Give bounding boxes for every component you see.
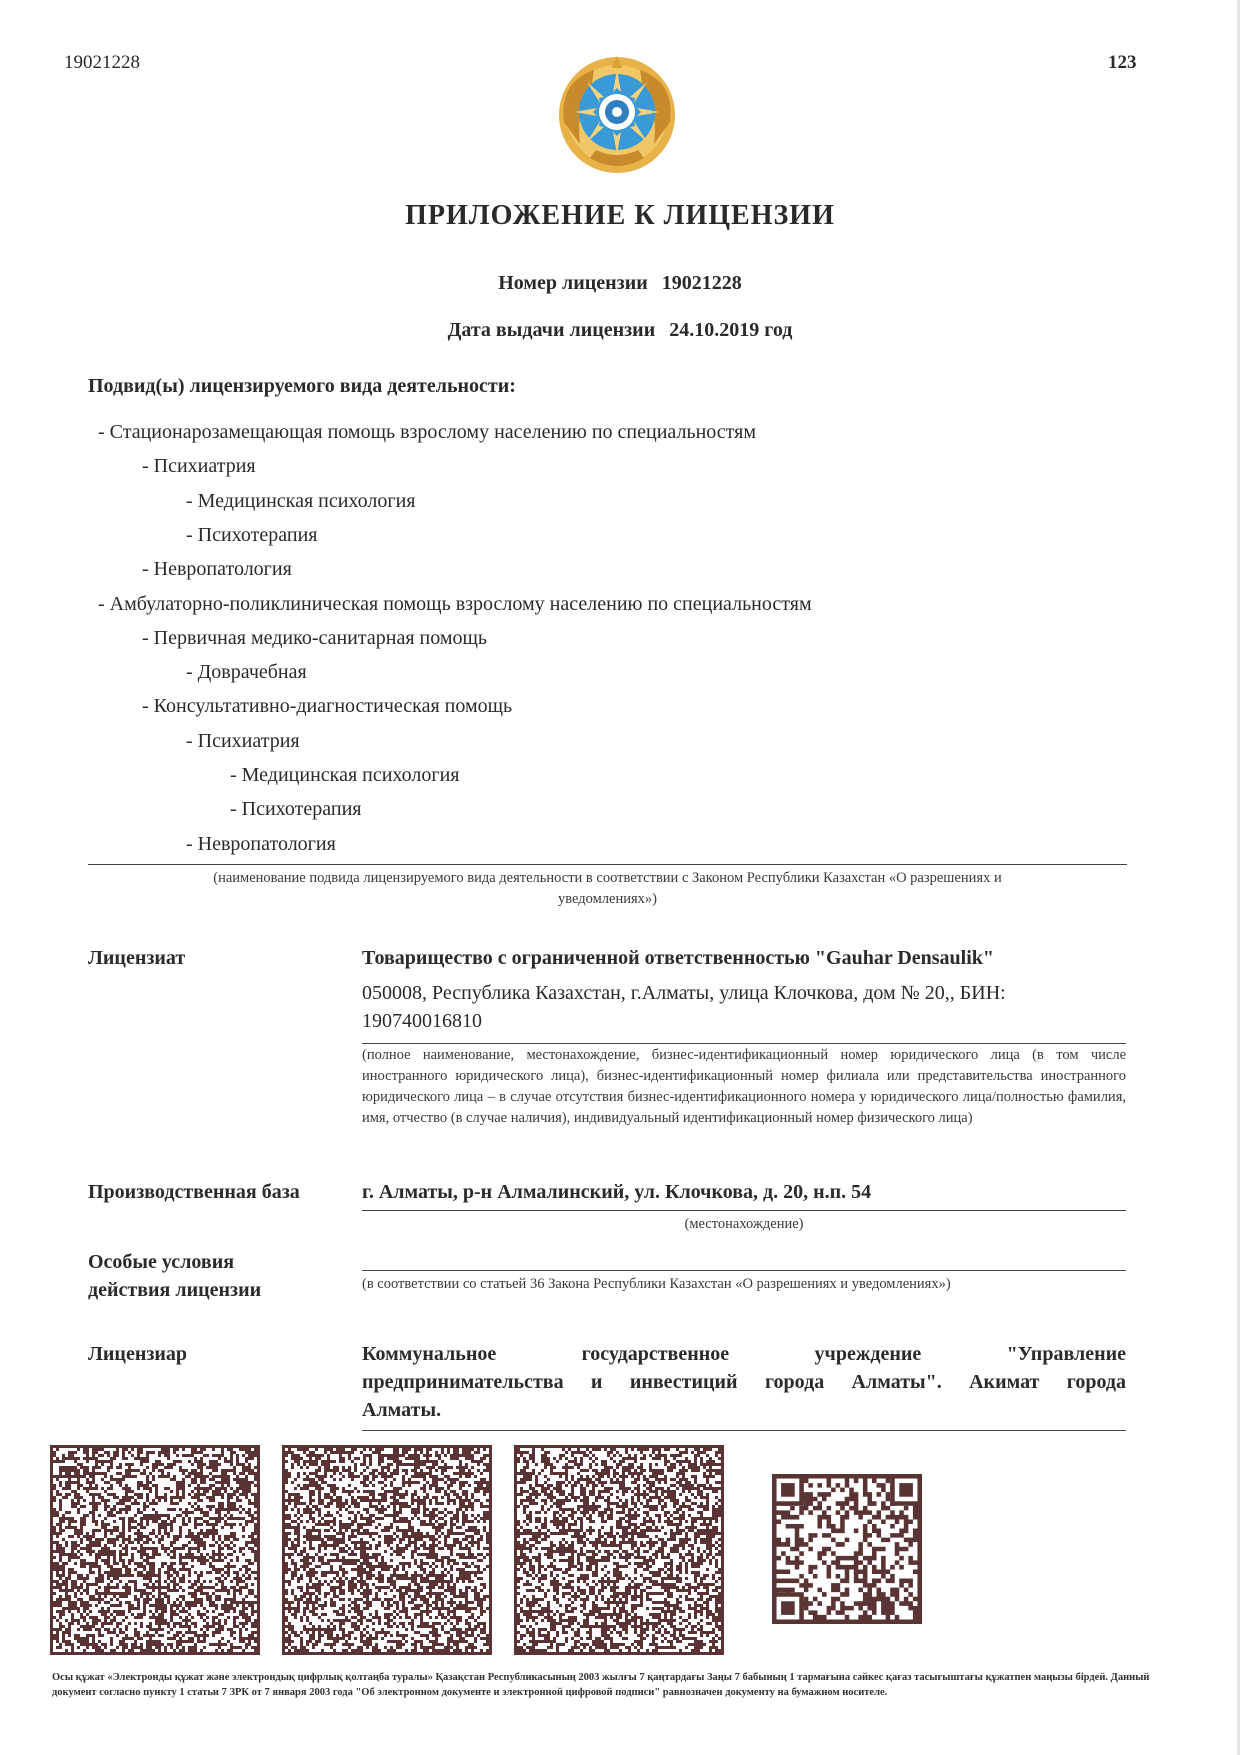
subtypes-caption-line2: уведомлениях») (558, 891, 657, 907)
licensee-label: Лицензиат (88, 947, 186, 969)
subtype-item: - Консультативно-диагностическая помощь (142, 695, 513, 718)
verification-qr-code (772, 1474, 922, 1624)
special-conditions-label-line1: Особые условия (88, 1251, 235, 1273)
licensor-line3: Алматы. (362, 1399, 442, 1421)
subtype-item: - Психиатрия (186, 729, 300, 752)
licensee-address: 050008, Республика Казахстан, г.Алматы, улица Клочкова, дом № 20,, БИН: 190740016810 (362, 982, 1006, 1032)
special-conditions-label-line2: действия лицензии (88, 1279, 262, 1301)
special-conditions-caption: (в соответствии со статьей 36 Закона Республики Казахстан «О разрешениях и уведомлениях») (362, 1276, 951, 1292)
signature-code-1 (50, 1445, 260, 1655)
license-number (0, 272, 1240, 295)
signature-code-2 (282, 1445, 492, 1655)
subtypes-caption-line1: (наименование подвида лицензируемого вида деятельности в соответствии с Законом Республики Казахстан «О разрешениях и (213, 870, 1002, 886)
production-base-label: Производственная база (88, 1181, 300, 1203)
production-base-value: г. Алматы, р-н Алмалинский, ул. Клочкова, д. 20, н.п. 54 (362, 1181, 872, 1203)
state-emblem-icon (554, 52, 680, 178)
subtype-item: - Медицинская психология (230, 764, 460, 786)
subtype-item: - Психотерапия (186, 523, 318, 546)
licensor-line1: Коммунальное государственное учреждение "Управление (362, 1343, 1126, 1365)
subtype-item: - Доврачебная (186, 661, 307, 684)
subtype-item: - Первичная медико-санитарная помощь (142, 626, 488, 649)
licensee-caption: (полное наименование, местонахождение, бизнес-идентификационный номер юридического лица (в том числе иностранного юридического лица), бизнес-идентификационный номер филиала или представительства иностранного юридического лица – в случае отсутствия бизнес-идентификационного номера у юридического лица/полностью фамилия, имя, отчество (в случае наличия), индивидуальный идентификационный номер физического лица) (362, 1047, 1126, 1126)
subtypes-underline (88, 864, 1127, 865)
special-conditions-underline (362, 1270, 1126, 1271)
page-number: 123 (1108, 52, 1137, 73)
subtype-item: - Невропатология (142, 558, 292, 581)
production-base-caption: (местонахождение) (684, 1216, 804, 1232)
issue-date-label: Дата выдачи лицензии (447, 319, 656, 341)
signature-code-3 (514, 1445, 724, 1655)
subtype-item: - Медицинская психология (186, 489, 416, 512)
subtype-item: - Невропатология (186, 832, 336, 855)
footer-kz-text: Осы құжат «Электронды құжат және электрондық цифрлық қолтаңба туралы» Қазақстан Республикасының 2003 жылғы 7 қаңтардағы Заңы 7 бабының 1 тармағына сәйкес қағаз тасығыштағы құжатпен маңызы бірдей. (52, 1672, 1109, 1683)
subtype-item: - Амбулаторно-поликлиническая помощь взрослому населению по специальностям (98, 592, 812, 615)
document-title: ПРИЛОЖЕНИЕ К ЛИЦЕНЗИИ (405, 200, 835, 231)
production-base-underline (362, 1210, 1126, 1211)
footer-ru-text: Данный документ согласно пункту 1 статьи 7 ЗРК от 7 января 2003 года "Об электронном документе и электронной цифровой подписи" равнозначен документу на бумажном носителе. (52, 1672, 1150, 1698)
license-number-value: 19021228 (661, 272, 742, 294)
licensee-name: Товарищество с ограниченной ответственностью "Gauhar Densaulik" (362, 947, 995, 969)
issue-date-value: 24.10.2019 год (669, 319, 793, 341)
issue-date (0, 319, 1240, 342)
licensor-label: Лицензиар (88, 1343, 188, 1365)
special-conditions-label (88, 1248, 261, 1304)
subtype-item: - Психиатрия (142, 455, 256, 478)
licensee-underline (362, 1043, 1126, 1044)
document-number: 19021228 (64, 52, 140, 73)
licensor-underline (362, 1430, 1126, 1431)
subtype-item: - Стационарозамещающая помощь взрослому населению по специальностям (98, 421, 756, 443)
subtype-item: - Психотерапия (230, 798, 362, 821)
subtypes-heading: Подвид(ы) лицензируемого вида деятельности: (88, 375, 516, 397)
licensor-line2: предпринимательства и инвестиций города Алматы". Акимат города (362, 1371, 1126, 1393)
subtypes-caption (88, 868, 1127, 910)
footer-legal-note (52, 1670, 1172, 1700)
license-number-label: Номер лицензии (498, 272, 648, 294)
